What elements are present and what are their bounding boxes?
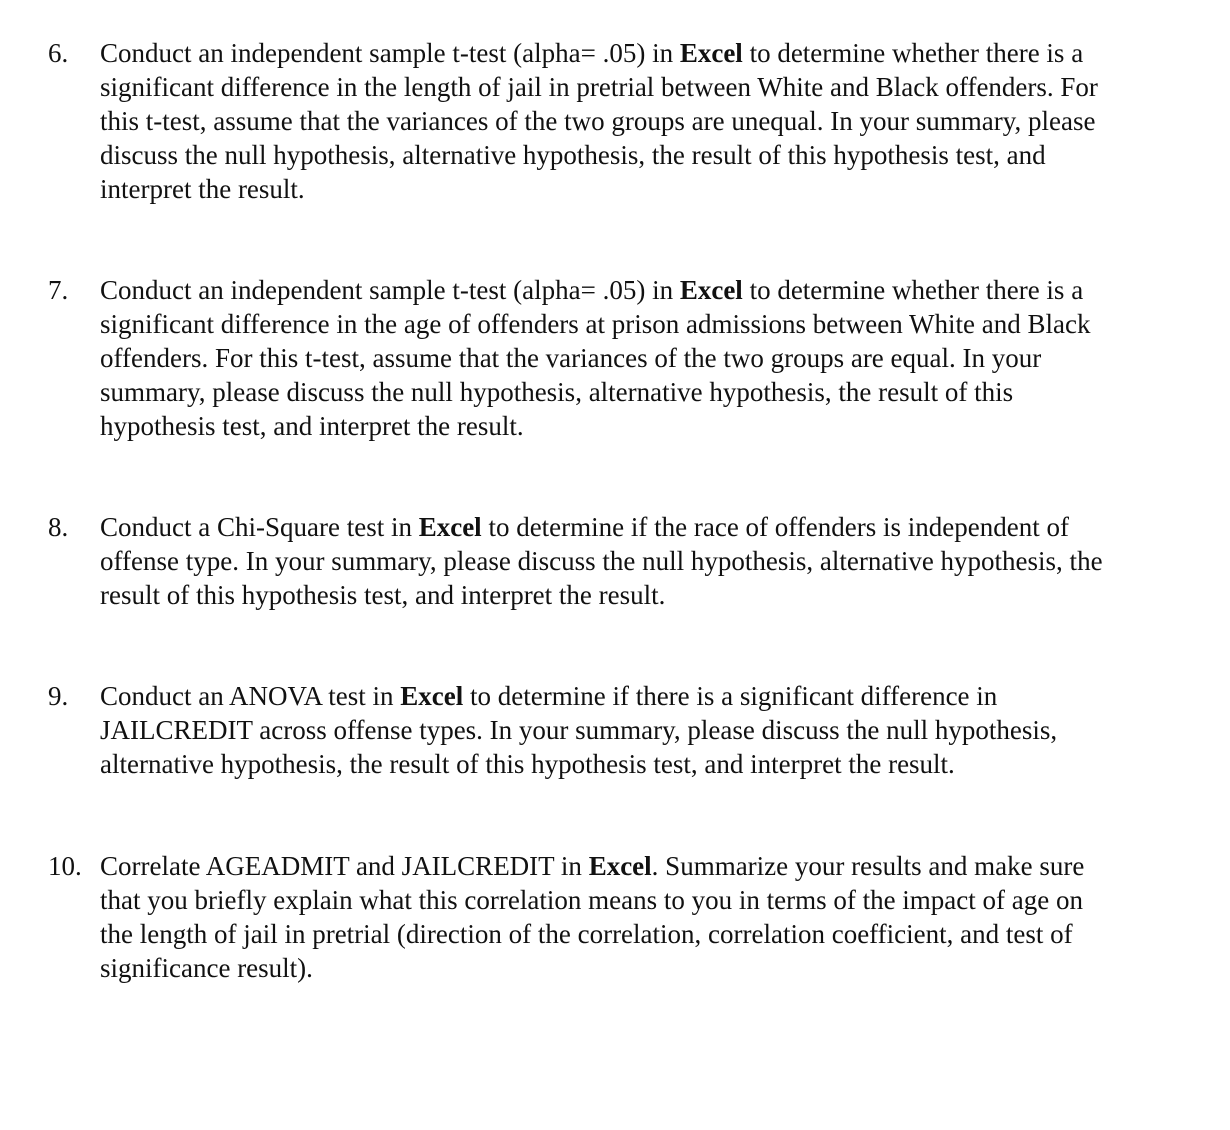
question-text: Conduct a Chi-Square test in Excel to determine if the race of offenders is independent of offense type. In your summary, please discuss the null hypothesis, alternative hypothesis, the result of this hypothesis test, and interpret the result. bbox=[100, 512, 1103, 610]
question-number: 9. bbox=[48, 681, 69, 711]
question-number: 7. bbox=[48, 275, 69, 305]
question-6 bbox=[48, 36, 1188, 206]
excel-emphasis: Excel bbox=[418, 512, 482, 542]
excel-emphasis: Excel bbox=[679, 38, 743, 68]
question-text: Conduct an independent sample t-test (alpha= .05) in Excel to determine whether there is a significant difference in the age of offenders at prison admissions between White and Black offenders. For this t-test, assume that the variances of the two groups are equal. In your summary, please discuss the null hypothesis, alternative hypothesis, the result of this hypothesis test, and interpret the result. bbox=[100, 275, 1091, 441]
excel-emphasis: Excel bbox=[588, 851, 652, 881]
question-10 bbox=[48, 849, 1188, 985]
question-text: Correlate AGEADMIT and JAILCREDIT in Excel. Summarize your results and make sure that you briefly explain what this correlation means to you in terms of the impact of age on the length of jail in pretrial (direction of the correlation, correlation coefficient, and test of significance result). bbox=[100, 851, 1085, 983]
question-text: Conduct an ANOVA test in Excel to determine if there is a significant difference in JAILCREDIT across offense types. In your summary, please discuss the null hypothesis, alternative hypothesis, the result of this hypothesis test, and interpret the result. bbox=[100, 681, 1058, 779]
excel-emphasis: Excel bbox=[400, 681, 464, 711]
question-9 bbox=[48, 679, 1188, 781]
question-8 bbox=[48, 510, 1188, 612]
excel-emphasis: Excel bbox=[679, 275, 743, 305]
question-number: 10. bbox=[48, 851, 82, 881]
question-text: Conduct an independent sample t-test (alpha= .05) in Excel to determine whether there is a significant difference in the length of jail in pretrial between White and Black offenders. For this t-test, assume that the variances of the two groups are unequal. In your summary, please discuss the null hypothesis, alternative hypothesis, the result of this hypothesis test, and interpret the result. bbox=[100, 38, 1098, 204]
question-7 bbox=[48, 273, 1188, 443]
question-number: 8. bbox=[48, 512, 69, 542]
question-number: 6. bbox=[48, 38, 69, 68]
